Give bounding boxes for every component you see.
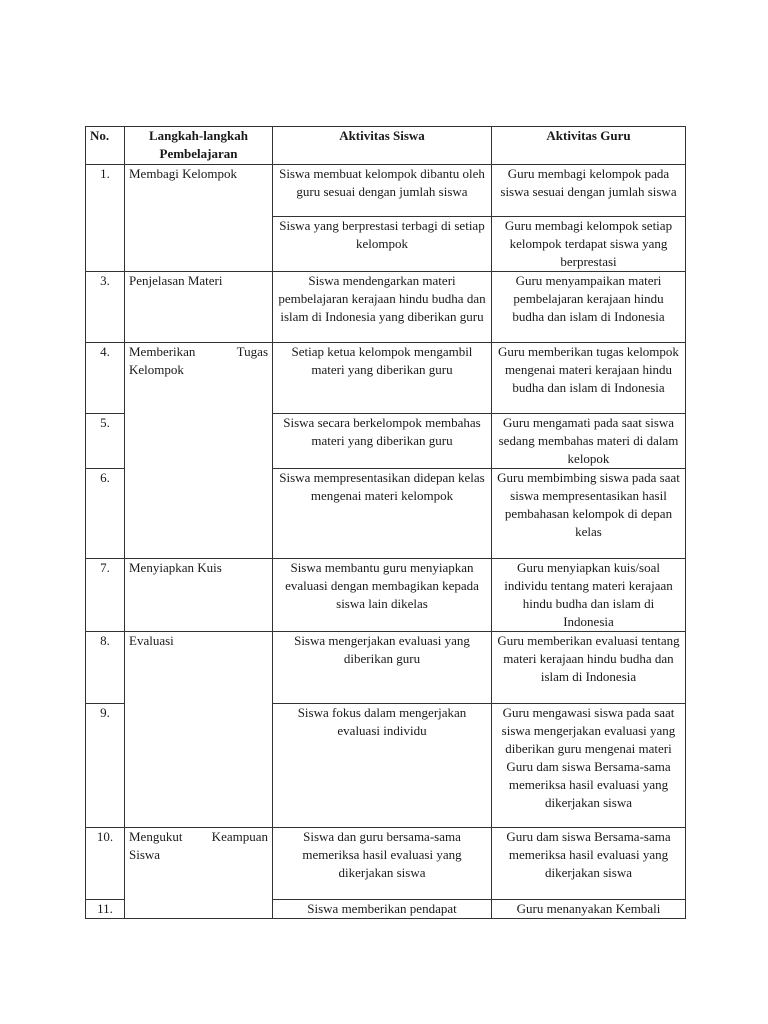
row-no: 8. [86, 632, 125, 704]
table-row [86, 828, 686, 900]
row-siswa: Siswa mendengarkan materi pembelajaran kerajaan hindu budha dan islam di Indonesia yang diberikan guru [273, 272, 492, 343]
row-guru: Guru membagi kelompok setiap kelompok terdapat siswa yang berprestasi [492, 217, 686, 272]
row-step [125, 343, 273, 559]
row-guru: Guru menyiapkan kuis/soal individu tentang materi kerajaan hindu budha dan islam di Indonesia [492, 559, 686, 632]
row-step-text: Memberikan Tugas Kelompok [129, 344, 268, 377]
row-step [125, 828, 273, 919]
row-step-text: Mengukut Keampuan Siswa [129, 829, 268, 862]
row-no: 5. [86, 414, 125, 469]
row-step: Evaluasi [125, 632, 273, 828]
row-guru: Guru memberikan evaluasi tentang materi kerajaan hindu budha dan islam di Indonesia [492, 632, 686, 704]
row-siswa: Setiap ketua kelompok mengambil materi yang diberikan guru [273, 343, 492, 414]
row-step: Penjelasan Materi [125, 272, 273, 343]
row-no: 7. [86, 559, 125, 632]
row-guru: Guru memberikan tugas kelompok mengenai materi kerajaan hindu budha dan islam di Indonesia [492, 343, 686, 414]
row-siswa: Siswa fokus dalam mengerjakan evaluasi individu [273, 704, 492, 828]
table-row [86, 272, 686, 343]
row-no: 11. [86, 900, 125, 919]
row-no: 6. [86, 469, 125, 559]
row-step: Menyiapkan Kuis [125, 559, 273, 632]
row-no: 1. [86, 165, 125, 272]
row-siswa: Siswa mengerjakan evaluasi yang diberikan guru [273, 632, 492, 704]
row-siswa: Siswa membuat kelompok dibantu oleh guru sesuai dengan jumlah siswa [273, 165, 492, 217]
row-guru: Guru mengamati pada saat siswa sedang membahas materi di dalam kelopok [492, 414, 686, 469]
lesson-activities-table [85, 126, 686, 919]
table-header-row [86, 127, 686, 165]
row-no: 10. [86, 828, 125, 900]
header-step: Langkah-langkah Pembelajaran [125, 127, 273, 165]
table-row [86, 559, 686, 632]
row-guru: Guru menanyakan Kembali [492, 900, 686, 919]
header-guru: Aktivitas Guru [492, 127, 686, 165]
table-row [86, 632, 686, 704]
row-no: 9. [86, 704, 125, 828]
table-row [86, 165, 686, 217]
row-siswa: Siswa secara berkelompok membahas materi yang diberikan guru [273, 414, 492, 469]
row-guru: Guru menyampaikan materi pembelajaran kerajaan hindu budha dan islam di Indonesia [492, 272, 686, 343]
row-no: 4. [86, 343, 125, 414]
row-guru: Guru mengawasi siswa pada saat siswa mengerjakan evaluasi yang diberikan guru mengenai materi Guru dam siswa Bersama-sama memeriksa hasil evaluasi yang dikerjakan siswa [492, 704, 686, 828]
row-siswa: Siswa membantu guru menyiapkan evaluasi dengan membagikan kepada siswa lain dikelas [273, 559, 492, 632]
header-siswa: Aktivitas Siswa [273, 127, 492, 165]
header-no: No. [86, 127, 125, 165]
row-guru: Guru dam siswa Bersama-sama memeriksa hasil evaluasi yang dikerjakan siswa [492, 828, 686, 900]
row-siswa: Siswa yang berprestasi terbagi di setiap kelompok [273, 217, 492, 272]
table-row [86, 343, 686, 414]
row-guru: Guru membimbing siswa pada saat siswa mempresentasikan hasil pembahasan kelompok di depan kelas [492, 469, 686, 559]
row-guru: Guru membagi kelompok pada siswa sesuai dengan jumlah siswa [492, 165, 686, 217]
row-step: Membagi Kelompok [125, 165, 273, 272]
row-siswa: Siswa mempresentasikan didepan kelas mengenai materi kelompok [273, 469, 492, 559]
row-no: 3. [86, 272, 125, 343]
row-siswa: Siswa dan guru bersama-sama memeriksa hasil evaluasi yang dikerjakan siswa [273, 828, 492, 900]
row-siswa: Siswa memberikan pendapat [273, 900, 492, 919]
